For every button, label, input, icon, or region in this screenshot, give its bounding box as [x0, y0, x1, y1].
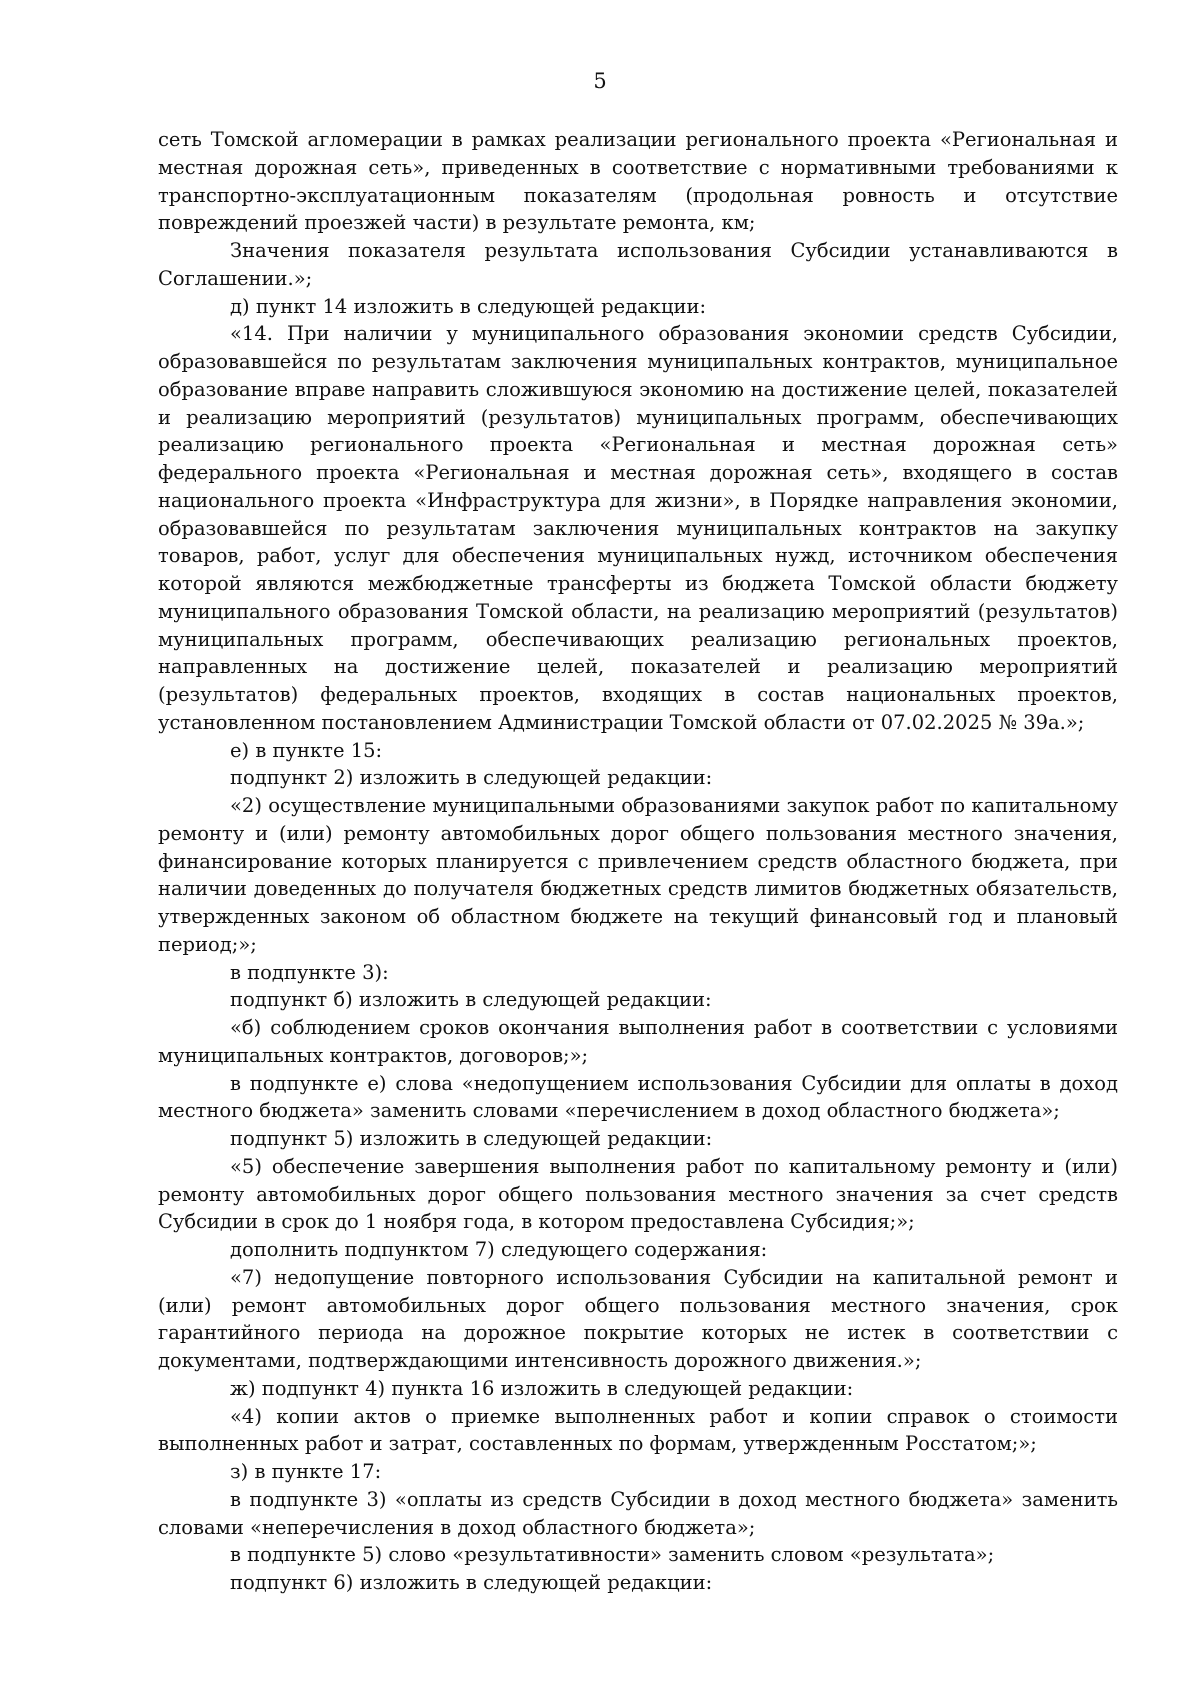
paragraph: з) в пункте 17:	[230, 1460, 382, 1483]
paragraph: д) пункт 14 изложить в следующей редакции:	[230, 294, 707, 318]
paragraph: подпункт 6) изложить в следующей редакции:	[230, 1571, 713, 1594]
paragraph: подпункт 5) изложить в следующей редакции:	[230, 1127, 713, 1150]
paragraph: ж) подпункт 4) пункта 16 изложить в следующей редакции:	[230, 1376, 854, 1400]
paragraph: «б) соблюдением сроков окончания выполнения работ в соответствии с условиями муниципальных контрактов, договоров;»;	[158, 1016, 1118, 1067]
paragraph: «14. При наличии у муниципального образования экономии средств Субсидии, образовавшейся по результатам заключения муниципальных контрактов, муниципальное образование вправе направить сложившуюся экономию на достижение целей, показателей и реализацию мероприятий (результатов) муниципальных программ, обеспечивающих реализацию регионального проекта «Региональная и местная дорожная сеть» федерального проекта «Региональная и местная дорожная сеть», входящего в состав национального проекта «Инфраструктура для жизни», в Порядке направления экономии, образовавшейся по результатам заключения муниципальных контрактов на закупку товаров, работ, услуг для обеспечения муниципальных нужд, источником обеспечения которой являются межбюджетные трансферты из бюджета Томской области бюджету муниципального образования Томской области, на реализацию мероприятий (результатов) муниципальных программ, обеспечивающих реализацию региональных проектов, направленных на достижение целей, показателей и реализацию мероприятий (результатов) федеральных проектов, входящих в состав национальных проектов, установленном постановлением Администрации Томской области от 07.02.2025 № 39а.»;	[158, 322, 1118, 734]
paragraph: дополнить подпунктом 7) следующего содержания:	[230, 1238, 768, 1261]
paragraph: в подпункте 3) «оплаты из средств Субсидии в доход местного бюджета» заменить словами «неперечисления в доход областного бюджета»;	[158, 1487, 1118, 1539]
paragraph: в подпункте 3):	[230, 960, 389, 984]
paragraph: «4) копии актов о приемке выполненных работ и копии справок о стоимости выполненных работ и затрат, составленных по формам, утвержденным Росстатом;»;	[158, 1404, 1118, 1456]
paragraph: «5) обеспечение завершения выполнения работ по капитальному ремонту и (или) ремонту автомобильных дорог общего пользования местного значения за счет средств Субсидии в срок до 1 ноября года, в котором предоставлена Субсидия;»;	[158, 1154, 1118, 1234]
paragraph: «7) недопущение повторного использования Субсидии на капитальной ремонт и (или) ремонт автомобильных дорог общего пользования местного значения, срок гарантийного периода на дорожное покрытие которых не истек в соответствии с документами, подтверждающими интенсивность дорожного движения.»;	[158, 1265, 1118, 1372]
paragraph: в подпункте е) слова «недопущением использования Субсидии для оплаты в доход местного бюджета» заменить словами «перечислением в доход областного бюджета»;	[158, 1071, 1118, 1123]
document-body	[158, 126, 1118, 1597]
paragraph: в подпункте 5) слово «результативности» заменить словом «результата»;	[230, 1543, 995, 1567]
paragraph-continuation: сеть Томской агломерации в рамках реализации регионального проекта «Региональная и местная дорожная сеть», приведенных в соответствие с нормативными требованиями к транспортно-эксплуатационным показателям (продольная ровность и отсутствие повреждений проезжей части) в результате ремонта, км;	[158, 128, 1118, 235]
paragraph: подпункт 2) изложить в следующей редакции:	[230, 766, 713, 790]
paragraph: подпункт б) изложить в следующей редакции:	[230, 988, 712, 1012]
paragraph: е) в пункте 15:	[230, 738, 383, 762]
paragraph: «2) осуществление муниципальными образованиями закупок работ по капитальному ремонту и (или) ремонту автомобильных дорог общего пользования местного значения, финансирование которых планируется с привлечением средств областного бюджета, при наличии доведенных до получателя бюджетных средств лимитов бюджетных обязательств, утвержденных законом об областном бюджете на текущий финансовый год и плановый период;»;	[158, 794, 1118, 956]
page-number: 5	[593, 69, 607, 93]
paragraph: Значения показателя результата использования Субсидии устанавливаются в Соглашении.»;	[158, 239, 1118, 290]
